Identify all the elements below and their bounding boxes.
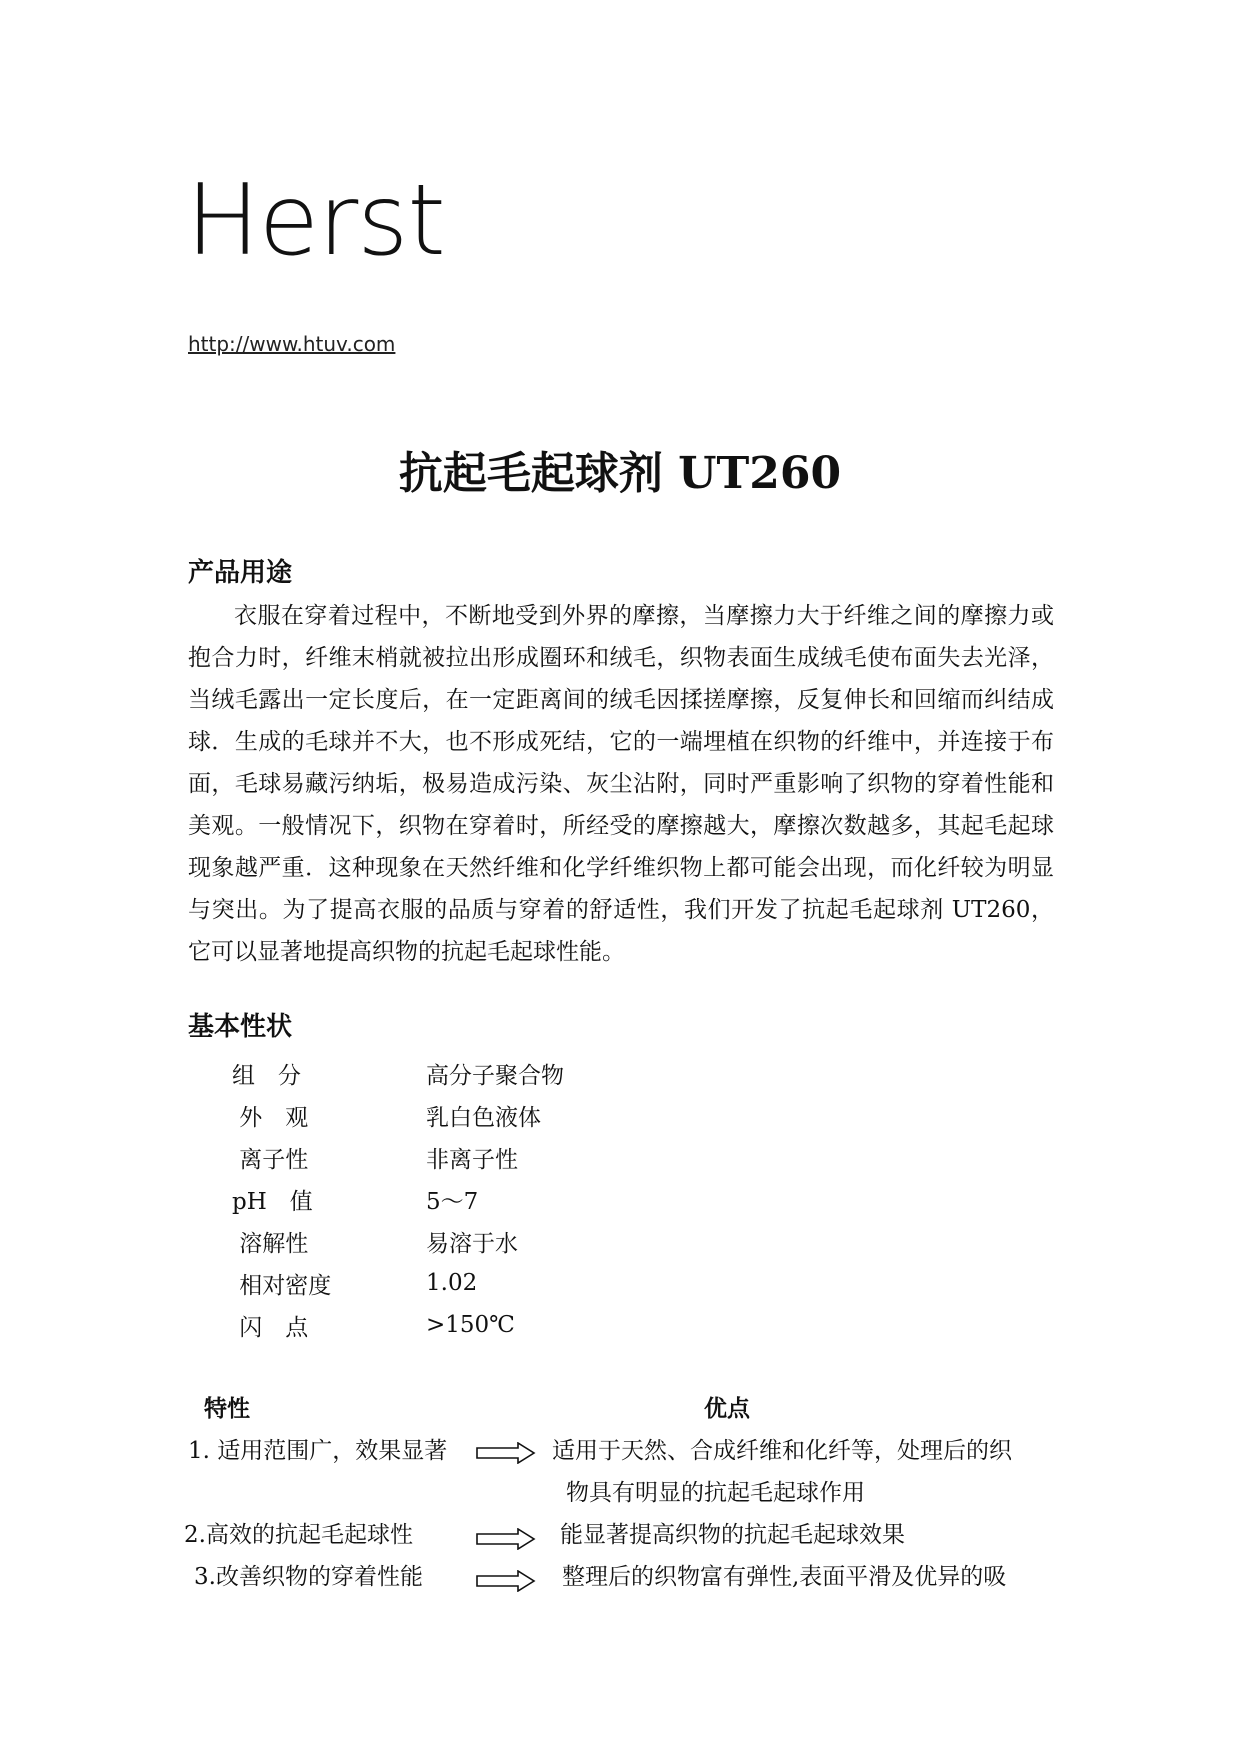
property-row [232,1094,564,1136]
property-label: 闪 点 [232,1314,309,1341]
property-row [232,1262,564,1304]
property-value: 易溶于水 [426,1230,518,1257]
property-row [232,1220,564,1262]
property-value: 1.02 [426,1270,478,1296]
feature-row [0,1556,1240,1598]
property-label: 外 观 [232,1104,309,1131]
arrow-right-icon [476,1570,536,1592]
property-value: >150℃ [426,1312,515,1338]
website-link[interactable]: http://www.htuv.com [188,332,396,356]
feature-row [0,1430,1240,1520]
advantage-text: 整理后的织物富有弹性,表面平滑及优异的吸 [562,1564,1007,1590]
page-title: 抗起毛起球剂 UT260 [398,448,842,499]
properties-heading: 基本性状 [188,1012,293,1042]
property-row [232,1052,564,1094]
property-row [232,1136,564,1178]
advantage-text: 能显著提高织物的抗起毛起球效果 [560,1522,905,1548]
feature-text: 1. 适用范围广，效果显著 [188,1438,448,1464]
advantage-column-header: 优点 [704,1396,750,1422]
feature-text: 3.改善织物的穿着性能 [194,1564,423,1590]
brand-logo: Herst [186,164,445,278]
feature-row [0,1514,1240,1556]
property-label: 溶解性 [232,1230,309,1257]
property-row [232,1178,564,1220]
property-row [232,1304,564,1346]
advantage-text-continued: 物具有明显的抗起毛起球作用 [566,1480,865,1506]
advantage-text: 适用于天然、合成纤维和化纤等，处理后的织 [552,1438,1012,1464]
property-label: 组 分 [232,1062,301,1089]
usage-heading: 产品用途 [188,558,293,588]
feature-column-header: 特性 [204,1396,250,1422]
property-value: 非离子性 [426,1146,518,1173]
property-label: 相对密度 [232,1272,332,1299]
property-value: 高分子聚合物 [426,1062,564,1089]
feature-text: 2.高效的抗起毛起球性 [184,1522,413,1548]
property-label: 离子性 [232,1146,309,1173]
arrow-right-icon [476,1442,536,1464]
property-value: 5～7 [426,1188,479,1215]
usage-paragraph: 衣服在穿着过程中，不断地受到外界的摩擦，当摩擦力大于纤维之间的摩擦力或抱合力时，纤维末梢就被拉出形成圈环和绒毛，织物表面生成绒毛使布面失去光泽，当绒毛露出一定长度后，在一定距离间的绒毛因揉搓摩擦，反复伸长和回缩而纠结成球．生成的毛球并不大，也不形成死结，它的一端埋植在织物的纤维中，并连接于布面，毛球易藏污纳垢，极易造成污染、灰尘沾附，同时严重影响了织物的穿着性能和美观。一般情况下，织物在穿着时，所经受的摩擦越大，摩擦次数越多，其起毛起球现象越严重．这种现象在天然纤维和化学纤维织物上都可能会出现，而化纤较为明显与突出。为了提高衣服的品质与穿着的舒适性，我们开发了抗起毛起球剂 UT260，它可以显著地提高织物的抗起毛起球性能。 [188,603,1054,965]
arrow-right-icon [476,1528,536,1550]
property-value: 乳白色液体 [426,1104,541,1131]
property-label: pH 值 [232,1188,313,1215]
properties-table [232,1052,564,1346]
